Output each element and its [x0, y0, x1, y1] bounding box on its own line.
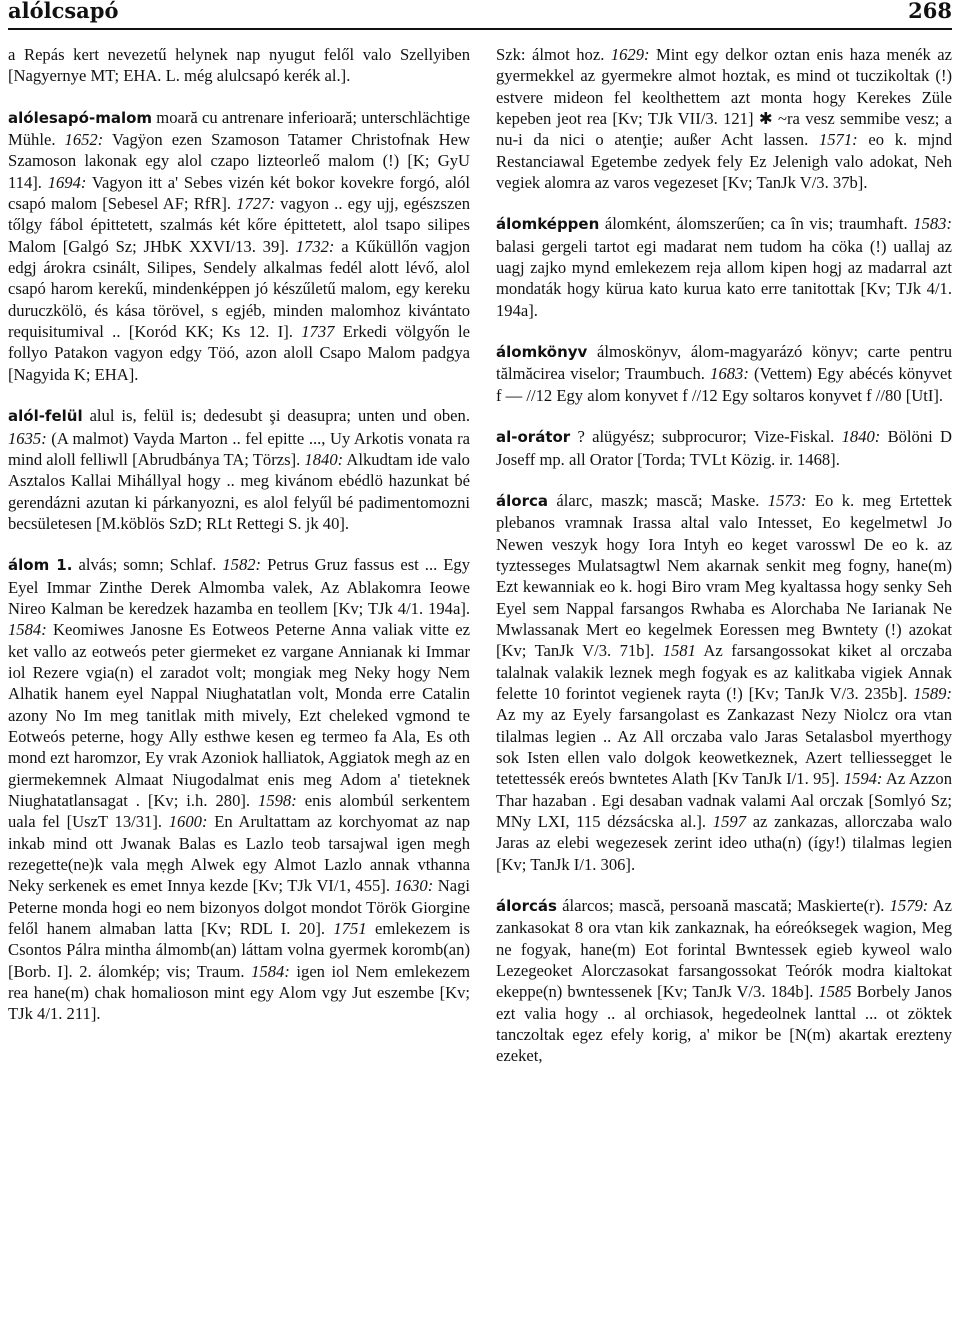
entry-text: álarc, maszk; mască; Maske. 1573: Eo k. meg Ertettek plebanos vramnak Irassa altal valo Intesset, Eo kegelmetwl Jo Newen veszyk hogy Iora Intyh eo keget varosswl De eo k. az tyztesseges Mulatsagtwl Nem akarnak senkit meg fogny, hane(m) Ezt kewanniak eo k. hogi Biro vram Meg kyaltassa hogy senky Seh Eyel sem Nappal farsangos Rwhaba es Alorchaba Ne Iarianak Ne Mwlassanak Mert eo kegelmek Eoressen meg Bwntety (!) azokat [Kv; TanJk V/3. 71b]. 1581 Az farsangossokat kiket al orczaba talalnak valakik leznek megh fogyak es az kalitkaba vigiek Annak felette 10 forintot vegienek rayta (!) [Kv; TanJk V/3. 235b]. 1589: Az my az Eyely farsangolast es Zankazast Nezy Niolcz ora vtan tilalmas legien .. Az All orczaba valo Jaras Setalasbol myerthogy sok Isten ellen valo dolgok keowetkeznek, Azert telliessegget le tetettessék ereós bwntetes Alath [Kv TanJk I/1. 95]. 1594: Az Azzon Thar hazaban . Egi desaban vadnak valami Aal orczak [Somlyó Sz; MNy LXI, 115 dézsácska al.]. 1597 az zankazas, allorczaba walo Jaras az elebi wegezesek zerint ideo utha(n) (így!) tilalmas legien [Kv; TanJk I/1. 306]. — [496, 490, 953, 874]
year-marker: 1597 — [712, 812, 746, 831]
entry-alom-phrase — [496, 44, 952, 193]
running-headword: alólcsapó — [8, 0, 119, 23]
year-marker: 1584: — [251, 961, 290, 981]
year-marker: 1581 — [662, 641, 696, 661]
entry-alomkeppen — [496, 213, 952, 321]
year-marker: 1635: — [8, 428, 47, 448]
entry-continuation — [8, 44, 470, 87]
entry-headword: al-orátor — [496, 428, 571, 447]
entry-alorcas — [496, 895, 952, 1067]
year-marker: 1589: — [913, 683, 952, 703]
year-marker: 1840: — [304, 449, 344, 469]
year-marker: 1629: — [610, 45, 650, 64]
year-marker: 1583: — [913, 214, 952, 234]
year-marker: 1694: — [47, 172, 87, 192]
entry-alolcsapo-malom — [8, 107, 470, 385]
year-marker: 1840: — [841, 427, 881, 447]
year-marker: 1598: — [258, 791, 297, 810]
page-number: 268 — [908, 0, 952, 23]
year-marker: 1571: — [818, 130, 858, 150]
entry-text: a Repás kert nevezetű helynek nap nyugut felől valo Szellyiben [Nagyernye MT; EHA. L. még alulcsapó kerék al.]. — [8, 45, 470, 86]
entry-al-orator — [496, 426, 952, 470]
entry-text: alvás; somn; Schlaf. 1582: Petrus Gruz fassus est ... Egy Eyel Immar Zinthe Derek Almomba valek, Az Ablakomra Ieowe Nireo Kalman be keredzek hazamba en teollem [Kv; TJk 4/1. 194a]. 1584: Keomiwes Janosne Es Eotweos Peterne Anna valiak vitte ez ket vallo az eotweós peter giermeket ez vargane Annianak ki Immar iol Rezere vgia(n) el zaradot volt; mongiak meg Neky hogy Nem Alhatik hanem eyel Nappal Niughatatlan volt, Monda erre Catalin azony No Im meg tanitlak mith mively, Ezt cheleked vgmond te Eotweós peterne, hogy Ally esthwe kesen eg termeo fa Ala, Es oth mond ezt haromzor, Ey vrak Azoniok halliatok, Aggiatok megh az en giermekemnek Almaat Niugodalmat enis meg Adom a' tieteknek Niughatatlansagat . [Kv; i.h. 280]. 1598: enis alombúl serkentem uala fel [UszT 13/31]. 1600: En Arultattam az korchyomat az nap inkab mind ott Jwanak Balas es Lazlo teob tarsajwal igen megh rezegette(ne)k vala mẹgh Alwek egy Almot Lazlo annak vthanna Neky serkenek es emet Innya kezde [Kv; TJk VI/1, 455]. 1630: Nagi Peterne monda hogi eo nem bizonyos dolgot mondot Török Giorgine felől hanem almaban latta [Kv; RDL I. 20]. 1751 emlekezem is Csontos Pálra mintha álmomb(an) láttam volna gyermek koromb(an) [Borb. I]. 2. álomkép; vis; Traum. 1584: igen iol Nem emlekezem rea hane(m) chak homalioson mint egy Alom vgy Jut eszembe [Kv; TJk 4/1. 211]. — [8, 555, 471, 1024]
left-column — [8, 44, 470, 1025]
entry-text: Szk: álmot hoz. 1629: Mint egy delkor oztan enis haza menék az gyermekkel az gyermekre almot hoztak, es mind ot tuczikoltak (!) estvere mideon fel keolthettem azt monta hogy Kerekes Züle kepeben jeot rea [Kv; TJk VII/3. 121] ✱ ~ra vesz semmibe vesz; a nu-i da nici o atenţie; außer Acht lassen. 1571: eo k. mjnd Restanciawal Egetembe zedyek fely Ez Jelenigh valo adokat, Neh vegiek alomra az varos vegezeset [Kv; TanJk V/3. 37b]. — [496, 45, 952, 193]
entry-text: álomként, álomszerűen; ca în vis; traumhaft. 1583: balasi gergeli tartot egi madarat nem tudom ha cöka (!) uallaj az uagj zajko mynd emlekezem reja allom kipen hogj az madarral azt mondaták hogy kürua kato kurua kato erre tanitottak [Kv; TJk 4/1. 194a]. — [496, 214, 952, 320]
entry-alol-felul — [8, 405, 470, 534]
entry-text: moară cu antrenare inferioară; unterschlächtige Mühle. 1652: Vagÿon ezen Szamoson Tatamer Christofnak Hew Szamoson lakonak egy alol czapo lizteorleő malom (!) [K; GyU 114]. 1694: Vagyon itt a' Sebes vizén két bokor kovekre forgó, alól csapó malom [Sebesel AF; RfR]. 1727: vagyon .. egy ujj, egészszen tőlgy fábol épittetett, szalmás két kőre épittetett, alol tsapo silipes Malom [Galgó Sz; JHbK XXVI/13. 39]. 1732: a Kűküllőn vagjon edgj árokra csinált, Silipes, Sendely alkalmas fedél alott lévő, alol csapó harom kerekű, mindenképpen jó készűletű malom, egy kereku duruczkölö, és kása törövel, s egjéb, minden malomhoz kivántato requisitumival .. [Koród KK; Ks 12. I]. 1737 Erkedi völgyőn le follyo Patakon vagyon edgy Töó, azon aloll Csapo Malom padgya [Nagyida K; EHA]. — [8, 107, 470, 384]
year-marker: 1579: — [889, 896, 929, 916]
year-marker: 1582: — [222, 555, 262, 575]
entry-headword: alól-felül — [8, 407, 83, 426]
entry-alorca — [496, 490, 952, 875]
year-marker: 1683: — [710, 364, 749, 384]
entry-text: alul is, felül is; dedesubt şi deasupra; unten und oben. 1635: (A malmot) Vayda Marton .. fel epitte ..., Uy Arkotis vonata ra mind aloll felliwll [Abrudbánya TA; Törzs]. 1840: Alkudtam ide valo Asztalos Kallai Mihállyal hogy .. meg kivánom ebédlö hazunkat bé gerendázni azutan ki párkanyozni, es alol felyűl bé padimentomozni becsületesen [M.köblös SzD; RLt Rettegi S. jk 40]. — [8, 406, 470, 533]
entry-headword: álom 1. — [8, 556, 73, 575]
year-marker: 1585 — [818, 982, 852, 1002]
header-rule — [8, 28, 952, 30]
year-marker: 1573: — [767, 490, 807, 510]
entry-headword: álorca — [496, 491, 548, 510]
entry-alomkonyv — [496, 341, 952, 406]
entry-headword: álomképpen — [496, 215, 600, 234]
year-marker: 1584: — [8, 620, 47, 640]
entry-headword: álomkönyv — [496, 343, 588, 362]
year-marker: 1737 — [301, 322, 335, 342]
year-marker: 1600: — [168, 812, 208, 832]
right-column — [496, 44, 952, 1067]
entry-text: álarcos; mască, persoană mascată; Maskierte(r). 1579: Az zankasokat 8 ora vtan kik zankaznak, ha eóreóksegek wagion, Meg ne fogyak, hane(m) Eot forintal Bwntessek egieb kyweol walo Lezegeoket Alorczasokat farsangossokat Teórók modra kialtokat ekeppe(n) bwntessenek [Kv; TanJk V/3. 184b]. 1585 Borbely Janos ezt valia hogy .. al orchiasok, hegedeolnek lanttal ... ot zöktek tanczoltak egez efely korig, a' mikor be [N(m) akartak erezteny ezeket, — [496, 896, 952, 1066]
year-marker: 1732: — [295, 236, 335, 256]
year-marker: 1727: — [236, 194, 275, 214]
page-header — [8, 0, 952, 22]
year-marker: 1751 — [333, 919, 367, 939]
entry-text: ? alügyész; subprocuror; Vize-Fiskal. 1840: Bölöni D Joseff mp. all Orator [Torda; TVLt Közig. ir. 1468]. — [496, 427, 952, 469]
entry-text: álmoskönyv, álom-magyarázó könyv; carte pentru tălmăcirea viselor; Traumbuch. 1683: (Vettem) Egy abécés könyvet f — //12 Egy alom konyvet f //12 Egy soltaros konyvet f //80 [UtI]. — [496, 342, 953, 405]
entry-headword: alólesapó-malom — [8, 108, 153, 127]
year-marker: 1652: — [64, 130, 104, 150]
entry-headword: álorcás — [496, 897, 557, 916]
year-marker: 1594: — [843, 769, 883, 789]
year-marker: 1630: — [394, 876, 434, 896]
entry-alom — [8, 554, 470, 1025]
